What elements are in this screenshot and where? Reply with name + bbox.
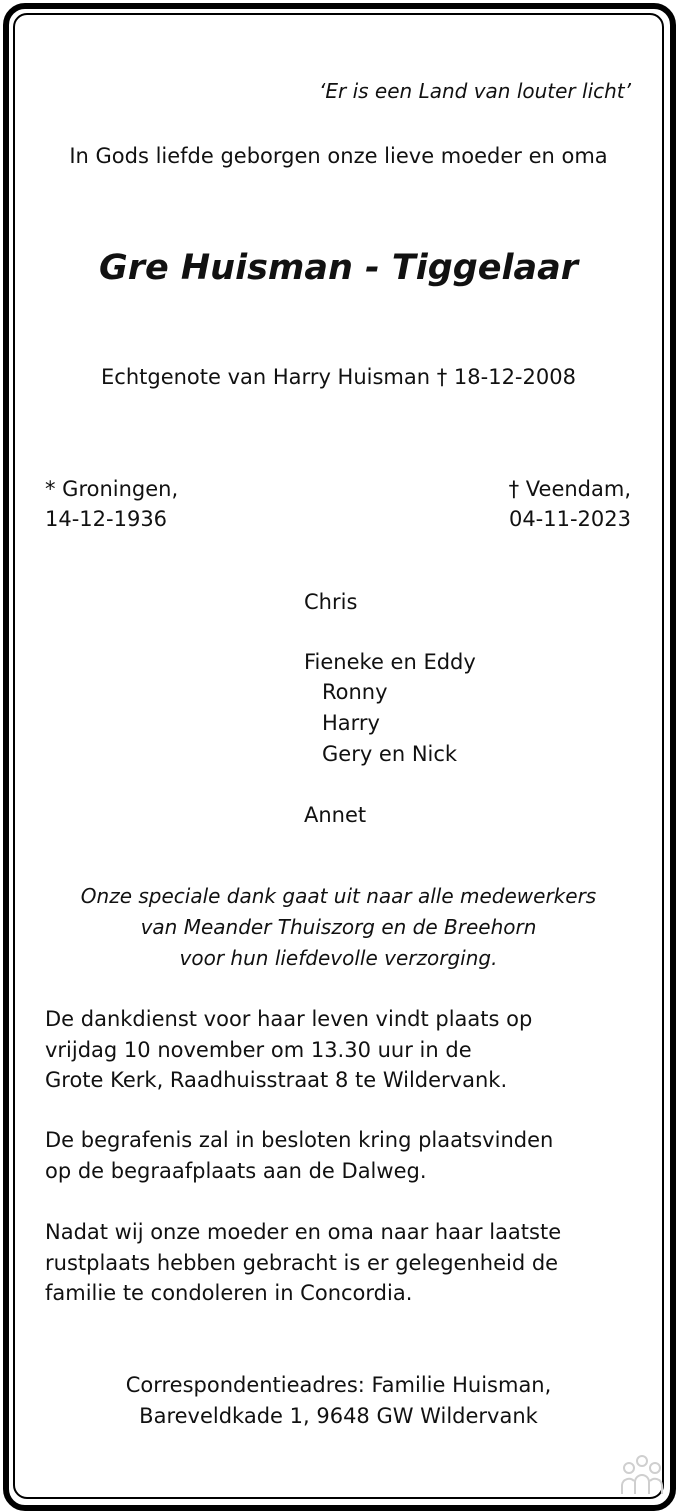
service-line: Grote Kerk, Raadhuisstraat 8 te Wildervank. [45,1068,508,1092]
burial-paragraph [45,1125,553,1186]
service-line: De dankdienst voor haar leven vindt plaats op [45,1007,533,1031]
people-group-icon [619,1454,665,1496]
condolence-line: Nadat wij onze moeder en oma naar haar laatste [45,1220,562,1244]
thanks-line: van Meander Thuiszorg en de Breehorn [140,915,537,939]
service-line: vrijdag 10 november om 13.30 uur in de [45,1037,472,1062]
condolence-line: familie te condoleren in Concordia. [45,1281,413,1305]
family-member: Fieneke en Eddy [304,650,476,674]
burial-line: op de begraafplaats aan de Dalweg. [45,1158,427,1183]
spouse-line: Echtgenote van Harry Huisman † 18-12-2008 [101,365,576,389]
family-member: Annet [304,803,367,827]
motto: ‘Er is een Land van louter licht’ [319,79,631,103]
burial-line: De begrafenis zal in besloten kring plaatsvinden [45,1128,554,1152]
grandchild: Harry [322,711,380,735]
condolence-paragraph [45,1217,561,1309]
grandchild: Gery en Nick [322,742,458,766]
thanks-line: Onze speciale dank gaat uit naar alle medewerkers [80,884,597,908]
service-paragraph [45,1004,532,1096]
death-place: † Veendam, [508,477,631,501]
deceased-name: Gre Huisman - Tiggelaar [98,248,579,288]
intro-line: In Gods liefde geborgen onze lieve moeder en oma [69,144,608,168]
correspondence-line: Correspondentieadres: Familie Huisman, [125,1373,552,1397]
correspondence-line: Bareveldkade 1, 9648 GW Wildervank [139,1404,538,1428]
birth-place: * Groningen, [45,477,179,501]
condolence-line: rustplaats hebben gebracht is er gelegenheid de [45,1250,559,1275]
thanks-line: voor hun liefdevolle verzorging. [179,946,498,970]
family-member: Chris [304,590,358,614]
death-date: 04-11-2023 [508,507,631,531]
grandchild: Ronny [322,680,388,704]
birth-date: 14-12-1936 [45,507,168,531]
